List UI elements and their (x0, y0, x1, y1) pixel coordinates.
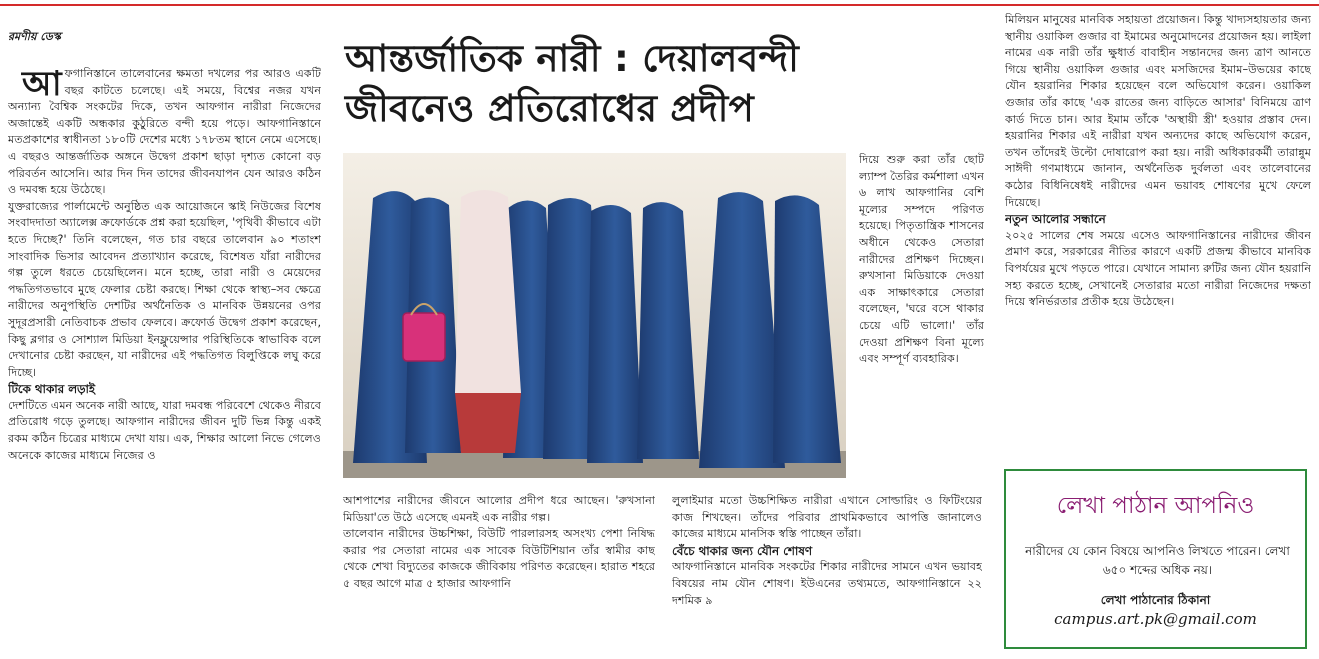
paragraph: আশপাশের নারীদের জীবনে আলোর প্রদীপ ধরে আছেন। 'রুখসানা মিডিয়া'তে উঠে এসেছে এমনই এক নারীর গল্প। (343, 494, 655, 524)
promo-title: লেখা পাঠান আপনিও (1056, 493, 1255, 519)
headline-line-1: আন্তর্জাতিক নারী : দেয়ালবন্দী (345, 37, 800, 80)
paragraph: দেশটিতে এমন অনেক নারী আছে, যারা দমবন্ধ পরিবেশে থেকেও নীরবে প্রতিরোধ গড়ে তুলছে। আফগান নারীদের জীবন দুটি ভিন্ন কিন্তু একই রকম কঠিন চিত্রের মাধ্যমে দেখা যায়। এক, শিক্ষার আলো নিভে গেলেও অনেকে কাজের মাধ্যমে নিজের ও (8, 398, 321, 462)
paragraph: আফগানিস্তানে মানবিক সংকটের শিকার নারীদের সামনে এখন ভয়াবহ বিষয়ের নাম যৌন শোষণ। ইউএনের তথ্যমতে, আফগানিস্তানে ২২ দশমিক ৯ (672, 560, 982, 607)
paragraph: যুক্তরাজ্যের পার্লামেন্টে অনুষ্ঠিত এক আয়োজনে স্কাই নিউজের বিশেষ সংবাদদাতা অ্যালেক্স ক্রফোর্ডকে প্রশ্ন করা হয়েছিল, 'পৃথিবী কীভাবে এটা হতে দিচ্ছে?' তিনি বলেছেন, গত চার বছরে তালেবান ৯০ শতাংশ সাংবাদিক ভিসার আবেদন প্রত্যাখ্যান করেছে, বিশেষত যাঁরা নারীদের গল্প তুলে ধরতে চেয়েছিলেন। মনে হচ্ছে, তারা নারী ও মেয়েদের পদ্ধতিগতভাবে মুছে ফেলার চেষ্টা করছে। শিক্ষা থেকে স্বাস্থ্য–সব ক্ষেত্রে নারীদের অনুপস্থিতি দেশটির অর্থনৈতিক ও মানবিক উন্নয়নের ওপর সুদূরপ্রসারী নেতিবাচক প্রভাব ফেলবে। ক্রফোর্ড উদ্বেগ প্রকাশ করেছেন, কিছু ব্লগার ও সোশ্যাল মিডিয়া ইনফ্লুয়েন্সার পরিস্থিতিকে স্বাভাবিক বলে দেখানোর চেষ্টা করছেন, যা নারীদের এই পদ্ধতিগত বিলুপ্তিকে লঘু করে দিচ্ছে। (8, 199, 321, 379)
subheading: টিকে থাকার লড়াই (8, 382, 96, 397)
headline-line-2: জীবনেও প্রতিরোধের প্রদীপ (345, 87, 755, 130)
article-column-5 (1005, 12, 1311, 460)
paragraph: লুলাইমার মতো উচ্চশিক্ষিত নারীরা এখানে সোল্ডারিং ও ফিটিংয়ের কাজ শিখছেন। তাঁদের পরিবার প্রাথমিকভাবে আপত্তি জানালেও কাজের মাধ্যমে মানসিক স্বস্তি পাচ্ছেন তাঁরা। (672, 494, 982, 541)
address-label: লেখা পাঠানোর ঠিকানা (1100, 593, 1211, 607)
article-photo (343, 153, 846, 478)
paragraph: ২০২৫ সালের শেষ সময়ে এসেও আফগানিস্তানের নারীদের জীবন প্রমাণ করে, সরকারের নীতির কারণে একটি প্রজন্ম কীভাবে মানবিক বিপর্যয়ের মুখে পড়তে পারে। যেখানে সামান্য রুটির জন্য যৌন হয়রানি সহ্য করতে হচ্ছে, সেখানেই সেতারার মতো নারীরা নিজেদের দক্ষতা দিয়ে স্বনির্ভরতার প্রতীক হয়ে উঠেছেন। (1005, 228, 1311, 309)
women-in-burqas-image (343, 153, 846, 478)
paragraph: মিলিয়ন মানুষের মানবিক সহায়তা প্রয়োজন। কিন্তু খাদ্যসহায়তার জন্য স্থানীয় ওয়াকিল গুজার বা ইমামের অনুমোদনের প্রয়োজন হয়। লাইলা নামের এক নারী তাঁর ক্ষুধার্ত বাবাহীন সন্তানদের জন্য ত্রাণ আনতে গিয়ে স্থানীয় ওয়াকিল গুজার এবং মসজিদের ইমাম–উভয়ের কাছে যৌন হয়রানির শিকার হয়েছেন বলে অভিযোগ করেন। ওয়াকিল গুজার তাঁর কাছে 'এক রাতের জন্য বাড়িতে আসার' বিনিময়ে ত্রাণ কার্ড দিতে চান। আর ইমাম তাঁকে 'অস্থায়ী স্ত্রী' হওয়ার প্রস্তাব দেন। হয়রানির শিকার এই নারীরা যখন অন্যদের কাছে অভিযোগ করেন, তখন তাঁদেরই উল্টো দোষারোপ করা হয়। নারী অধিকারকর্মী তারান্নুম সাঈদী গণমাধ্যমে জানান, অর্থনৈতিক দুর্বলতা এবং তালেবানের কঠোর বিধিনিষেধই নারীদের এমন ভয়াবহ শোষণের মুখে ফেলে দিয়েছে। (1005, 13, 1311, 209)
email-link[interactable]: campus.art.pk@gmail.com (1054, 610, 1257, 628)
article-column-2 (859, 152, 984, 490)
paragraph: দিয়ে শুরু করা তাঁর ছোট ল্যাম্প তৈরির কর্মশালা এখন ৬ লাখ আফগানির বেশি মূল্যের সম্পদে পরিণত হয়েছে। পিতৃতান্ত্রিক শাসনের অধীনে থেকেও সেতারা নারীদের প্রশিক্ষণ দিচ্ছেন। রুখসানা মিডিয়াকে দেওয়া এক সাক্ষাৎকারে সেতারা বলেছেন, 'ঘরে বসে থাকার চেয়ে এটি ভালো।' তাঁর দেওয়া প্রশিক্ষণ বিনা মূল্যে এবং সম্পূর্ণ ব্যবহারিক। (859, 153, 984, 366)
paragraph: ফগানিস্তানে তালেবানের ক্ষমতা দখলের পর আরও একটি বছর কাটতে চলেছে। এই সময়ে, বিশ্বের নজর যখন অন্যান্য বৈশ্বিক সংকটের দিকে, তখন আফগান নারীরা নিজেদের অজান্তেই একটি অন্ধকার কুঠুরিতে বন্দী হয়ে পড়ে। আফগানিস্তানে মতপ্রকাশের স্বাধীনতা ১৮০টি দেশের মধ্যে ১৭৮তম স্থানে নেমে এসেছে। এ বছরও আন্তর্জাতিক অঙ্গনে উদ্বেগ প্রকাশ ছাড়া দৃশ্যত কোনো বড় পরিবর্তন আসেনি। আর দিন দিন তাদের জীবনযাপন যেন আরও কঠিন ও দমবন্ধ হয়ে উঠেছে। (8, 67, 321, 197)
submission-promo-box (1004, 469, 1307, 649)
article-column-4 (672, 493, 982, 643)
paragraph: তালেবান নারীদের উচ্চশিক্ষা, বিউটি পারলারসহ অসংখ্য পেশা নিষিদ্ধ করার পর সেতারা নামের এক সাবেক বিউটিশিয়ান তাঁর স্বামীর কাছ থেকে শেখা বিদ্যুতের কাজকে জীবিকায় পরিণত করেছেন। হারাত শহরে ৫ বছর আগে মাত্র ৫ হাজার আফগানি (343, 527, 655, 590)
subheading: নতুন আলোর সন্ধানে (1005, 212, 1106, 227)
promo-body: নারীদের যে কোন বিষয়ে আপনিও লিখতে পারেন। লেখা ৬৫০ শব্দের অধিক নয়। (1025, 544, 1290, 577)
article-column-3 (343, 493, 655, 643)
headline (345, 34, 975, 134)
top-rule (0, 4, 1319, 6)
drop-cap: আ (22, 66, 62, 104)
subheading: বেঁচে থাকার জন্য যৌন শোষণ (672, 543, 812, 558)
article-column-1 (8, 66, 321, 656)
section-label: রমণীয় ডেস্ক (8, 30, 61, 43)
